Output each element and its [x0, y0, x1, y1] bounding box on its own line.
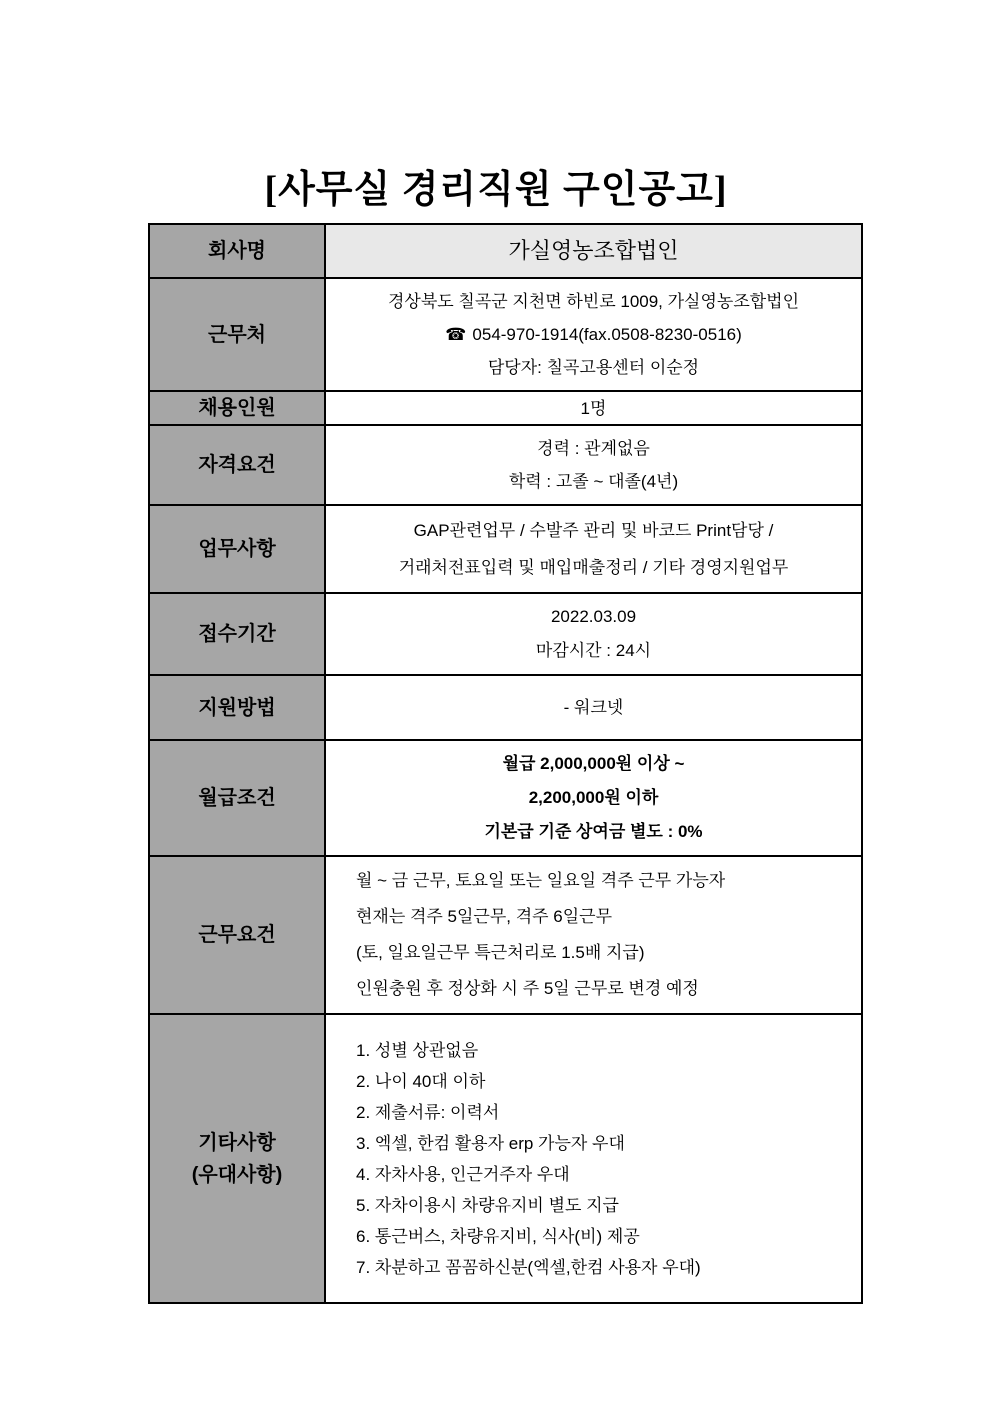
qualification-career: 경력 : 관계없음 — [537, 439, 650, 458]
duties-line: GAP관련업무 / 수발주 관리 및 바코드 Print담당 / — [413, 521, 774, 540]
table-row-work-conditions — [149, 856, 862, 1014]
etc-item: 5. 자차이용시 차량유지비 별도 지급 — [356, 1195, 619, 1215]
table-row-workplace — [149, 278, 862, 391]
qualification-education: 학력 : 고졸 ~ 대졸(4년) — [508, 472, 679, 491]
row-header-label: 자격요건 — [198, 454, 276, 476]
job-posting-table — [148, 223, 863, 1304]
table-row-salary — [149, 740, 862, 856]
table-row-etc-preferred — [149, 1014, 862, 1303]
row-header-qualification — [149, 425, 325, 505]
row-header-label: 근무요건 — [198, 924, 276, 946]
table-row-company — [149, 224, 862, 278]
row-header-sublabel: (우대사항) — [191, 1163, 283, 1186]
table-row-headcount — [149, 391, 862, 425]
row-header-application-period — [149, 593, 325, 675]
row-header-label: 접수기간 — [198, 623, 276, 645]
workplace-phone-line — [334, 318, 853, 351]
etc-item: 6. 통근버스, 차량유지비, 식사(비) 제공 — [356, 1226, 640, 1246]
table-row-application-period — [149, 593, 862, 675]
phone-icon: ☎ — [445, 325, 467, 344]
row-value-salary — [325, 740, 862, 856]
etc-item: 2. 나이 40대 이하 — [356, 1071, 486, 1091]
period-deadline: 마감시간 : 24시 — [535, 641, 652, 660]
etc-item: 1. 성별 상관없음 — [356, 1040, 479, 1060]
row-value-work-conditions — [325, 856, 862, 1014]
workplace-contact: 담당자: 칠곡고용센터 이순정 — [487, 358, 700, 377]
row-value-etc-preferred — [325, 1014, 862, 1303]
row-header-duties — [149, 505, 325, 593]
workplace-address: 경상북도 칠곡군 지천면 하빈로 1009, 가실영농조합법인 — [387, 292, 800, 311]
row-header-headcount — [149, 391, 325, 425]
etc-item: 2. 제출서류: 이력서 — [356, 1102, 500, 1122]
period-date: 2022.03.09 — [550, 607, 637, 626]
row-header-label: 지원방법 — [198, 696, 276, 719]
row-header-label: 근무처 — [208, 323, 266, 346]
etc-item: 4. 자차사용, 인근거주자 우대 — [356, 1164, 570, 1184]
row-value-company — [325, 224, 862, 278]
row-header-work-conditions — [149, 856, 325, 1014]
row-value-headcount — [325, 391, 862, 425]
row-header-label: 월급조건 — [198, 787, 276, 809]
headcount-value: 1명 — [580, 398, 607, 418]
duties-line: 거래처전표입력 및 매입매출정리 / 기타 경영지원업무 — [398, 558, 789, 577]
row-header-label: 회사명 — [208, 240, 266, 262]
work-conditions-line: 현재는 격주 5일근무, 격주 6일근무 — [356, 907, 613, 926]
etc-item: 7. 차분하고 꼼꼼하신분(엑셀,한컴 사용자 우대) — [356, 1257, 701, 1277]
company-name: 가실영농조합법인 — [508, 238, 679, 263]
row-value-application-method — [325, 675, 862, 740]
table-row-duties — [149, 505, 862, 593]
etc-item: 3. 엑셀, 한컴 활용자 erp 가능자 우대 — [356, 1133, 625, 1153]
row-header-label: 채용인원 — [198, 397, 276, 419]
row-value-workplace — [325, 278, 862, 391]
row-value-qualification — [325, 425, 862, 505]
method-value: - 워크넷 — [563, 698, 624, 717]
work-conditions-line: 월 ~ 금 근무, 토요일 또는 일요일 격주 근무 가능자 — [356, 871, 726, 890]
row-header-etc-preferred — [149, 1014, 325, 1303]
row-value-application-period — [325, 593, 862, 675]
row-value-duties — [325, 505, 862, 593]
row-header-workplace — [149, 278, 325, 391]
row-header-label: 업무사항 — [198, 538, 276, 560]
row-header-salary — [149, 740, 325, 856]
row-header-label: 기타사항 — [198, 1131, 276, 1154]
table-row-application-method — [149, 675, 862, 740]
work-conditions-line: 인원충원 후 정상화 시 주 5일 근무로 변경 예정 — [356, 979, 699, 998]
salary-bonus: 기본급 기준 상여금 별도 : 0% — [484, 822, 703, 841]
row-header-company — [149, 224, 325, 278]
workplace-phone: 054-970-1914(fax.0508-8230-0516) — [472, 325, 742, 344]
salary-max: 2,200,000원 이하 — [528, 788, 659, 807]
page-title: [사무실 경리직원 구인공고] — [264, 169, 728, 211]
row-header-application-method — [149, 675, 325, 740]
work-conditions-line: (토, 일요일근무 특근처리로 1.5배 지급) — [356, 943, 645, 962]
salary-min: 월급 2,000,000원 이상 ~ — [502, 754, 685, 773]
table-row-qualification — [149, 425, 862, 505]
